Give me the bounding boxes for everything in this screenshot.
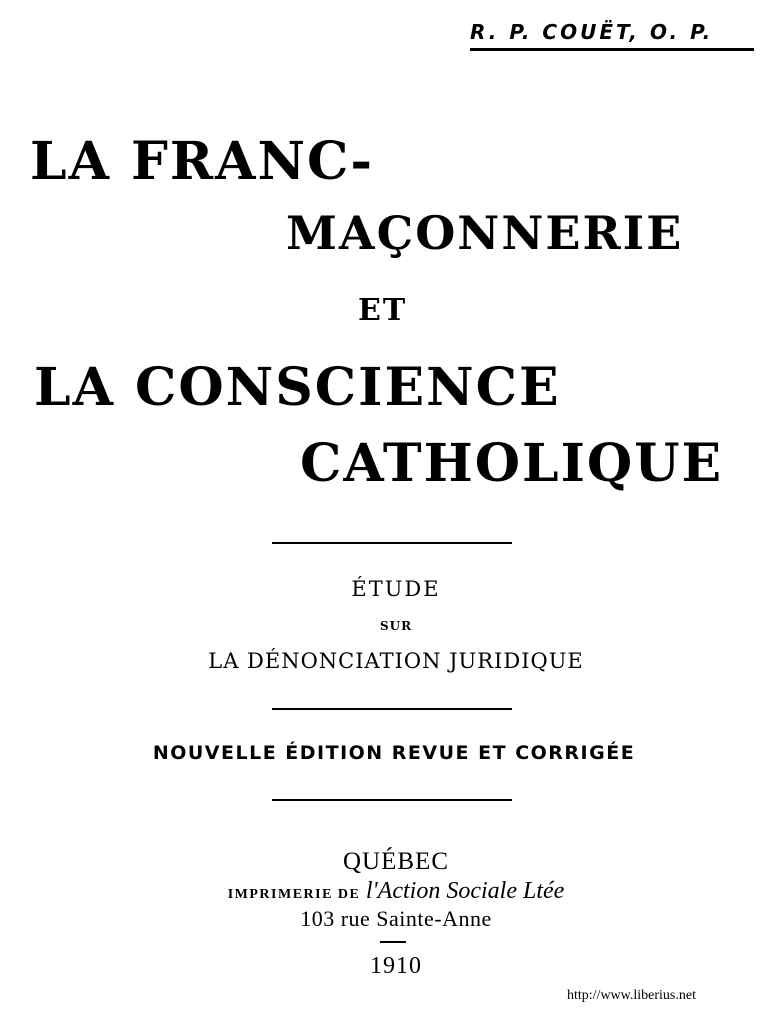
printer-prefix: IMPRIMERIE DE	[227, 887, 361, 902]
divider-rule	[272, 799, 512, 801]
imprint-year: 1910	[370, 953, 422, 979]
imprint-address: 103 rue Sainte-Anne	[300, 906, 492, 931]
edition-note: NOUVELLE ÉDITION REVUE ET CORRIGÉE	[152, 742, 636, 764]
subtitle-etude: ÉTUDE	[351, 577, 441, 601]
title-line-5: CATHOLIQUE	[300, 433, 724, 494]
imprint-printer	[12, 878, 768, 905]
author-name: R. P. COUËT, O. P.	[470, 20, 714, 44]
small-divider	[380, 941, 406, 943]
imprint-city: QUÉBEC	[343, 848, 449, 875]
title-line-4: LA CONSCIENCE	[34, 357, 561, 418]
subtitle-sur: SUR	[379, 619, 413, 633]
title-line-2: MAÇONNERIE	[286, 206, 684, 260]
author-underline	[470, 48, 754, 51]
divider-rule	[272, 542, 512, 544]
source-url: http://www.liberius.net	[567, 988, 696, 1003]
title-line-3: ET	[358, 293, 408, 328]
divider-rule	[272, 708, 512, 710]
subtitle-topic: LA DÉNONCIATION JURIDIQUE	[208, 649, 584, 673]
title-line-1: LA FRANC-	[30, 131, 374, 192]
printer-name: l'Action Sociale Ltée	[365, 878, 565, 904]
